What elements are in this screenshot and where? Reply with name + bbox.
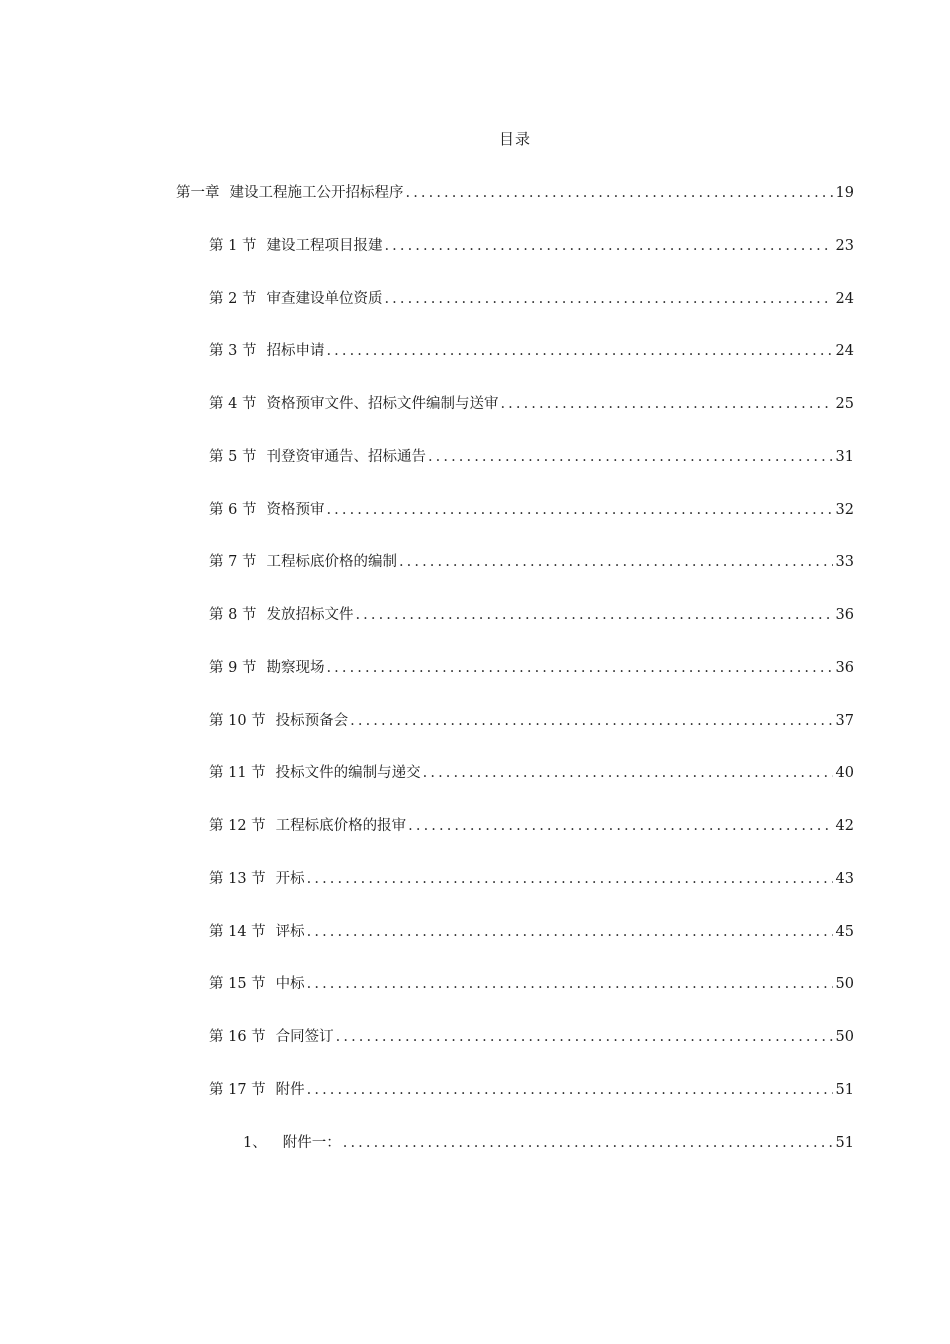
toc-entry-page: 51 bbox=[835, 1082, 854, 1098]
toc-leader-dots bbox=[428, 449, 833, 465]
toc-entry-section-7[interactable] bbox=[209, 550, 854, 572]
toc-entry-page: 45 bbox=[835, 924, 854, 940]
toc-entry-text: 勘察现场 bbox=[266, 660, 325, 676]
toc-entry-section-12[interactable] bbox=[209, 814, 854, 836]
toc-entry-section-4[interactable] bbox=[209, 392, 854, 414]
toc-entry-page: 51 bbox=[835, 1135, 854, 1151]
toc-entry-text: 投标预备会 bbox=[275, 713, 349, 729]
toc-entry-number: 第 1 节 bbox=[209, 238, 257, 254]
toc-entry-appendix-1[interactable] bbox=[243, 1131, 854, 1153]
toc-entry-section-1[interactable] bbox=[209, 234, 854, 256]
toc-entry-page: 25 bbox=[835, 396, 854, 412]
toc-entry-text: 建设工程施工公开招标程序 bbox=[229, 185, 404, 201]
toc-entry-number: 第 10 节 bbox=[209, 713, 266, 729]
toc-entry-section-8[interactable] bbox=[209, 603, 854, 625]
toc-entry-text: 建设工程项目报建 bbox=[266, 238, 383, 254]
toc-leader-dots bbox=[307, 1082, 833, 1098]
toc-entry-section-6[interactable] bbox=[209, 498, 854, 520]
toc-leader-dots bbox=[406, 185, 833, 201]
toc-entry-page: 23 bbox=[835, 238, 854, 254]
toc-entry-text: 资格预审 bbox=[266, 502, 325, 518]
toc-entry-section-10[interactable] bbox=[209, 709, 854, 731]
toc-entry-number: 第 9 节 bbox=[209, 660, 257, 676]
toc-entry-section-15[interactable] bbox=[209, 972, 854, 994]
toc-entry-text: 投标文件的编制与递交 bbox=[275, 765, 421, 781]
toc-leader-dots bbox=[384, 238, 832, 254]
toc-entry-text: 合同签订 bbox=[275, 1029, 334, 1045]
toc-entry-text: 工程标底价格的报审 bbox=[275, 818, 407, 834]
toc-entry-number: 第一章 bbox=[176, 185, 220, 201]
toc-entry-section-3[interactable] bbox=[209, 339, 854, 361]
toc-entry-number: 第 6 节 bbox=[209, 502, 257, 518]
toc-entry-page: 36 bbox=[835, 607, 854, 623]
toc-entry-section-13[interactable] bbox=[209, 867, 854, 889]
toc-entry-chapter-1[interactable] bbox=[176, 181, 854, 203]
toc-entry-page: 19 bbox=[835, 185, 854, 201]
toc-entry-page: 50 bbox=[835, 1029, 854, 1045]
toc-entry-number: 第 13 节 bbox=[209, 871, 266, 887]
toc-entry-section-14[interactable] bbox=[209, 920, 854, 942]
toc-leader-dots bbox=[343, 1135, 833, 1151]
toc-entry-number: 第 4 节 bbox=[209, 396, 257, 412]
toc-entry-page: 32 bbox=[835, 502, 854, 518]
toc-entry-page: 24 bbox=[835, 343, 854, 359]
toc-leader-dots bbox=[336, 1029, 833, 1045]
toc-entry-text: 招标申请 bbox=[266, 343, 325, 359]
toc-entry-text: 开标 bbox=[275, 871, 305, 887]
toc-leader-dots bbox=[500, 396, 832, 412]
toc-entry-number: 第 3 节 bbox=[209, 343, 257, 359]
toc-entry-page: 42 bbox=[835, 818, 854, 834]
toc-entry-number: 第 16 节 bbox=[209, 1029, 266, 1045]
toc-leader-dots bbox=[350, 713, 832, 729]
toc-entry-text: 发放招标文件 bbox=[266, 607, 354, 623]
toc-leader-dots bbox=[384, 291, 832, 307]
toc-entry-number: 1、 bbox=[243, 1135, 267, 1151]
toc-entry-section-5[interactable] bbox=[209, 445, 854, 467]
toc-leader-dots bbox=[307, 976, 833, 992]
toc-entry-text: 评标 bbox=[275, 924, 305, 940]
toc-leader-dots bbox=[326, 502, 832, 518]
toc-entry-number: 第 12 节 bbox=[209, 818, 266, 834]
toc-entry-number: 第 15 节 bbox=[209, 976, 266, 992]
toc-entry-page: 37 bbox=[835, 713, 854, 729]
toc-entry-page: 50 bbox=[835, 976, 854, 992]
toc-entry-page: 24 bbox=[835, 291, 854, 307]
toc-entry-section-9[interactable] bbox=[209, 656, 854, 678]
toc-leader-dots bbox=[326, 343, 832, 359]
toc-entry-section-2[interactable] bbox=[209, 287, 854, 309]
toc-entry-text: 审查建设单位资质 bbox=[266, 291, 383, 307]
toc-leader-dots bbox=[307, 924, 833, 940]
toc-entry-text: 工程标底价格的编制 bbox=[266, 554, 397, 570]
toc-entry-text: 附件 bbox=[275, 1082, 305, 1098]
toc-entry-text: 中标 bbox=[275, 976, 305, 992]
toc-entry-section-16[interactable] bbox=[209, 1025, 854, 1047]
toc-leader-dots bbox=[408, 818, 832, 834]
toc-leader-dots bbox=[355, 607, 832, 623]
toc-entry-section-11[interactable] bbox=[209, 761, 854, 783]
toc-entry-page: 43 bbox=[835, 871, 854, 887]
toc-entry-section-17[interactable] bbox=[209, 1078, 854, 1100]
toc-entry-number: 第 5 节 bbox=[209, 449, 257, 465]
toc-entry-number: 第 11 节 bbox=[209, 765, 266, 781]
toc-entry-text: 附件一： bbox=[282, 1135, 341, 1151]
toc-entry-number: 第 2 节 bbox=[209, 291, 257, 307]
toc-entry-page: 31 bbox=[835, 449, 854, 465]
toc-title: 目录 bbox=[498, 130, 531, 148]
toc-leader-dots bbox=[423, 765, 833, 781]
toc-entry-page: 36 bbox=[835, 660, 854, 676]
toc-entry-number: 第 8 节 bbox=[209, 607, 257, 623]
toc-entry-number: 第 17 节 bbox=[209, 1082, 266, 1098]
toc-entry-number: 第 14 节 bbox=[209, 924, 266, 940]
toc-entry-page: 33 bbox=[835, 554, 854, 570]
toc-entry-text: 资格预审文件、招标文件编制与送审 bbox=[266, 396, 499, 412]
toc-entry-page: 40 bbox=[835, 765, 854, 781]
toc-entry-text: 刊登资审通告、招标通告 bbox=[266, 449, 426, 465]
toc-leader-dots bbox=[307, 871, 833, 887]
toc-entry-number: 第 7 节 bbox=[209, 554, 257, 570]
toc-leader-dots bbox=[326, 660, 832, 676]
toc-leader-dots bbox=[399, 554, 833, 570]
